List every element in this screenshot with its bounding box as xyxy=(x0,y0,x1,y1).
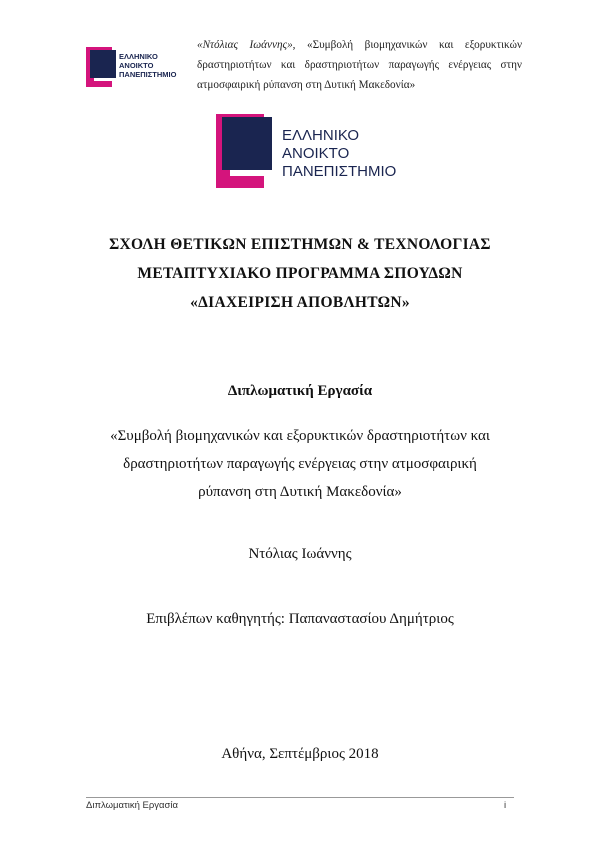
header-title-line2: δραστηριοτήτων και δραστηριοτήτων παραγωγής ενέργειας στην xyxy=(197,59,522,71)
school-heading xyxy=(0,230,600,317)
svg-text:ΠΑΝΕΠΙΣΤΗΜΙΟ: ΠΑΝΕΠΙΣΤΗΜΙΟ xyxy=(282,163,397,180)
page-number: i xyxy=(504,800,507,811)
svg-text:ΑΝΟΙΚΤΟ: ΑΝΟΙΚΤΟ xyxy=(282,145,350,162)
thesis-title-line3: ρύπανση στη Δυτική Μακεδονία» xyxy=(198,484,402,500)
author-name: Ντόλιας Ιωάννης xyxy=(248,546,352,562)
header-title-line1: «Συμβολή βιομηχανικών και εξορυκτικών xyxy=(307,39,522,51)
svg-text:ΠΑΝΕΠΙΣΤΗΜΙΟ: ΠΑΝΕΠΙΣΤΗΜΙΟ xyxy=(119,70,177,79)
running-header xyxy=(197,35,522,95)
thesis-label: Διπλωματική Εργασία xyxy=(227,383,373,399)
university-logo-main xyxy=(216,114,406,188)
thesis-title xyxy=(86,422,514,506)
header-title-line3: ατμοσφαιρική ρύπανση στη Δυτική Μακεδονία» xyxy=(197,79,416,91)
school-line1: ΣΧΟΛΗ ΘΕΤΙΚΩΝ ΕΠΙΣΤΗΜΩΝ & ΤΕΧΝΟΛΟΓΙΑΣ xyxy=(109,236,491,253)
school-line3: «ΔΙΑΧΕΙΡΙΣΗ ΑΠΟΒΛΗΤΩΝ» xyxy=(190,294,410,311)
thesis-title-line1: «Συμβολή βιομηχανικών και εξορυκτικών δραστηριοτήτων και xyxy=(110,428,490,444)
thesis-title-line2: δραστηριοτήτων παραγωγής ενέργειας στην ατμοσφαιρική xyxy=(123,456,477,472)
svg-text:ΑΝΟΙΚΤΟ: ΑΝΟΙΚΤΟ xyxy=(119,61,154,70)
footer-label: Διπλωματική Εργασία xyxy=(86,800,178,811)
svg-text:ΕΛΛΗΝΙΚΟ: ΕΛΛΗΝΙΚΟ xyxy=(282,127,360,144)
supervisor: Επιβλέπων καθηγητής: Παπαναστασίου Δημήτριος xyxy=(146,611,454,627)
university-logo-small xyxy=(86,47,181,87)
place-date: Αθήνα, Σεπτέμβριος 2018 xyxy=(221,746,379,762)
svg-text:ΕΛΛΗΝΙΚΟ: ΕΛΛΗΝΙΚΟ xyxy=(119,52,158,61)
header-author: «Ντόλιας Ιωάννης», xyxy=(197,39,296,51)
footer-divider xyxy=(86,797,514,798)
school-line2: ΜΕΤΑΠΤΥΧΙΑΚΟ ΠΡΟΓΡΑΜΜΑ ΣΠΟΥΔΩΝ xyxy=(137,265,463,282)
